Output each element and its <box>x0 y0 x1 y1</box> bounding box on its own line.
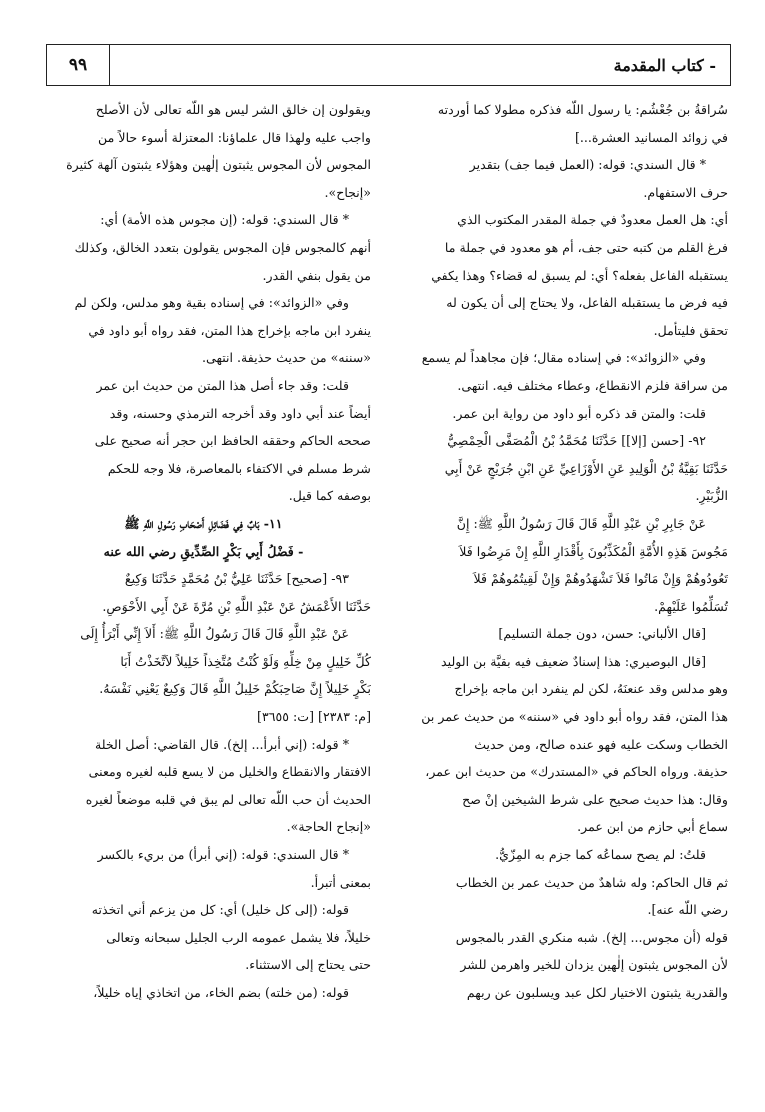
section-heading: - فَضْلُ أَبِي بَكْرٍ الصِّدِّيقِ رضي الله عنه <box>103 543 304 559</box>
reference-line: [م: ٢٣٨٣] [ت: ٣٦٥٥] <box>257 709 371 725</box>
hadith-line: بَكْرٍ خَلِيلاً إِنَّ صَاحِبَكُمْ خَلِيلُ اللَّهِ قَالَ وَكِيعٌ يَعْنِي نَفْسَهُ. <box>99 681 371 697</box>
text-line: قوله (أن مجوس... إلخ). شبه منكري القدر بالمجوس <box>455 929 728 945</box>
text-line: يستقبله الفاعل بفعله؟ أي: لم يسبق له قضاء؟ وهذا يكفي <box>431 267 728 283</box>
text-line: الافتقار والانقطاع والخليل من لا يسع قلبه لغيره ومعنى <box>88 764 371 780</box>
chapter-heading: ١١- بَابٌ فِي فَضَائِلِ أَصْحَابِ رَسُولِ اللَّهِ ﷺ <box>124 515 283 531</box>
text-line: * قال السندي: قوله: (إن مجوس هذه الأمة) أي: <box>100 212 349 228</box>
text-line: [قال البوصيري: هذا إسنادٌ ضعيف فيه بقيَّة بن الوليد <box>441 653 706 669</box>
text-line: * قوله: (إني أبرأ... إلخ). قال القاضي: أصل الخلة <box>94 736 349 752</box>
text-line: لأن المجوس يثبتون إلٰهين يزدان للخير واهرمن للشر <box>460 957 728 973</box>
text-line: حرف الاستفهام. <box>643 184 728 200</box>
page-number: ٩٩ <box>47 45 110 85</box>
text-line: * قال السندي: قوله: (إني أبرأ) من بريء بالكسر <box>97 847 349 863</box>
text-line: ينفرد ابن ماجه بإخراج هذا المتن، فقد رواه أبو داود في <box>88 322 371 338</box>
text-line: وفي «الزوائد»: في إسناده بقية وهو مدلس، ولكن لم <box>74 295 349 311</box>
hadith-line: عَنْ جَابِرِ بْنِ عَبْدِ اللَّهِ قَالَ قَالَ رَسُولُ اللَّهِ ﷺ: إِنَّ <box>456 515 706 531</box>
page-header <box>46 44 731 86</box>
text-line: حتى يحتاج إلى الاستثناء. <box>245 957 371 973</box>
text-line: قلت: والمتن قد ذكره أبو داود من رواية ابن عمر. <box>452 405 706 421</box>
hadith-line: تَعُودُوهُمْ وَإِنْ مَاتُوا فَلاَ تَشْهَدُوهُمْ وَإِنْ لَقِيتُمُوهُمْ فَلاَ <box>473 571 728 587</box>
text-line: فيه فرض ما يستقبله الفاعل، ولا يحتاج إلى أن يكون له <box>446 295 728 311</box>
hadith-line: الزُّبَيْرِ. <box>695 488 728 504</box>
text-line: قلت: وقد جاء أصل هذا المتن من حديث ابن عمر <box>96 377 349 393</box>
text-line: «إنجاح الحاجة». <box>286 819 371 835</box>
text-line: خليلاً، فلا يشمل عمومه الرب الجليل سبحانه وتعالى <box>106 929 371 945</box>
text-line: هذا المتن، فقد رواه أبو داود في «سننه» من حديث عمر بن <box>421 709 728 725</box>
grading-note: [قال الألباني: حسن، دون جملة التسليم] <box>498 626 706 642</box>
hadith-line: حَدَّثَنَا بَقِيَّةُ بْنُ الْوَلِيدِ عَنِ الأَوْزَاعِيِّ عَنِ ابْنِ جُرَيْجٍ عَنْ أَبِي <box>444 460 728 476</box>
text-line: سُراقةُ بن جُعْشُم: يا رسول اللّه فذكره مطولا كما أوردته <box>437 102 728 117</box>
text-line: فرغ القلم من كتبه حتى جف، أم هو معدود في جملة ما <box>444 239 728 255</box>
text-line: قلتُ: لم يصح سماعُه كما جزم به المِزّيُّ. <box>495 847 706 863</box>
text-line: الخطاب وسكت عليه فهو عنده صالح، ومن حديث <box>474 736 728 752</box>
text-line: وهو مدلس وقد عنعنَهُ، لكن لم ينفرد ابن ماجه بإخراج <box>454 681 728 697</box>
text-line: رضي اللّه عنه]. <box>647 902 728 918</box>
text-line: واجب عليه ولهذا قال علماؤنا: المعتزلة أسوء حالاً من <box>98 129 371 145</box>
text-line: «إنجاح». <box>324 184 371 200</box>
text-line: والقدرية يثبتون الاختيار لكل عبد ويسلبون عن ربهم <box>466 985 728 1000</box>
text-line: قوله: (من خلته) بضم الخاء، من اتخاذي إياه خليلاً، <box>93 985 349 1000</box>
text-line: حذيفة. ورواه الحاكم في «المستدرك» من حديث ابن عمر، <box>425 764 728 780</box>
hadith-line: كُلِّ خَلِيلٍ مِنْ خِلِّهِ وَلَوْ كُنْتُ مُتَّخِذاً خَلِيلاً لاَتَّخَذْتُ أَبَا <box>120 653 371 669</box>
text-line: ثم قال الحاكم: وله شاهدٌ من حديث عمر بن الخطاب <box>455 874 728 890</box>
text-line: قوله: (إلى كل خليل) أي: كل من يزعم أني اتخذته <box>91 902 349 918</box>
text-line: «سننه» من حديث حذيفة. انتهى. <box>201 350 371 366</box>
text-line: في زوائد المسانيد العشرة...] <box>574 129 728 145</box>
hadith-line: ٩٢- [حسن [إلا]] حَدَّثَنَا مُحَمَّدُ بْنُ الْمُصَفَّى الْحِمْصِيُّ <box>447 433 706 449</box>
text-line: أنهم كالمجوس فإن المجوس يقولون بتعدد الخالق، وكذلك <box>74 239 371 255</box>
text-line: الحديث أن حب اللّه تعالى لم يبق في قلبه موضعاً لغيره <box>85 791 371 807</box>
text-line: من يقول بنفي القدر. <box>262 267 371 283</box>
text-line: بوصفه كما قيل. <box>288 488 371 504</box>
text-line: المجوس لأن المجوس يثبتون إلٰهين وهؤلاء يثبتون آلهة كثيرة <box>66 157 371 173</box>
right-column <box>393 96 728 1096</box>
text-line: أي: هل العمل معدودٌ في جملة المقدر المكتوب الذي <box>457 212 728 228</box>
left-column <box>36 96 371 1096</box>
hadith-line: ٩٣- [صحيح] حَدَّثَنَا عَلِيُّ بْنُ مُحَمَّدٍ حَدَّثَنَا وَكِيعٌ <box>124 571 349 587</box>
text-line: وقال: هذا حديث صحيح على شرط الشيخين إنْ صح <box>462 791 728 807</box>
text-line: أيضاً عند أبي داود وقد أخرجه الترمذي وحسنه، وقد <box>109 405 371 421</box>
hadith-line: تُسَلِّمُوا عَلَيْهِمْ. <box>654 598 728 614</box>
book-title: - كتاب المقدمة <box>613 55 716 75</box>
hadith-line: حَدَّثَنَا الأَعْمَشُ عَنْ عَبْدِ اللَّهِ بْنِ مُرَّةَ عَنْ أَبِي الأَحْوَصِ. <box>102 598 371 614</box>
text-line: تحقق فليتأمل. <box>653 322 728 338</box>
text-line: سماع أبي حازم من ابن عمر. <box>577 819 728 835</box>
text-line: ويقولون إن خالق الشر ليس هو اللّه تعالى لأن الأصلح <box>95 102 371 117</box>
text-line: صححه الحاكم وحققه الحافظ ابن حجر أنه صحيح على <box>94 433 371 449</box>
text-line: بمعنى أتبرأ. <box>310 874 371 890</box>
text-line: وفي «الزوائد»: في إسناده مقال؛ فإن مجاهداً لم يسمع <box>421 350 706 366</box>
hadith-line: مَجُوسَ هَذِهِ الأُمَّةِ الْمُكَذِّبُونَ بِأَقْدَارِ اللَّهِ إِنْ مَرِضُوا فَلاَ <box>459 543 728 559</box>
hadith-line: عَنْ عَبْدِ اللَّهِ قَالَ قَالَ رَسُولُ اللَّهِ ﷺ: أَلاَ إِنِّي أَبْرَأُ إِلَى <box>80 626 349 642</box>
text-line: * قال السندي: قوله: (العمل فيما جف) بتقدير <box>469 157 706 173</box>
text-line: من سراقة فلزم الانقطاع، وعطاء مختلف فيه. انتهى. <box>457 377 728 393</box>
text-line: شرط مسلم في الاكتفاء بالمعاصرة، فلا وجه للحكم <box>107 460 371 476</box>
